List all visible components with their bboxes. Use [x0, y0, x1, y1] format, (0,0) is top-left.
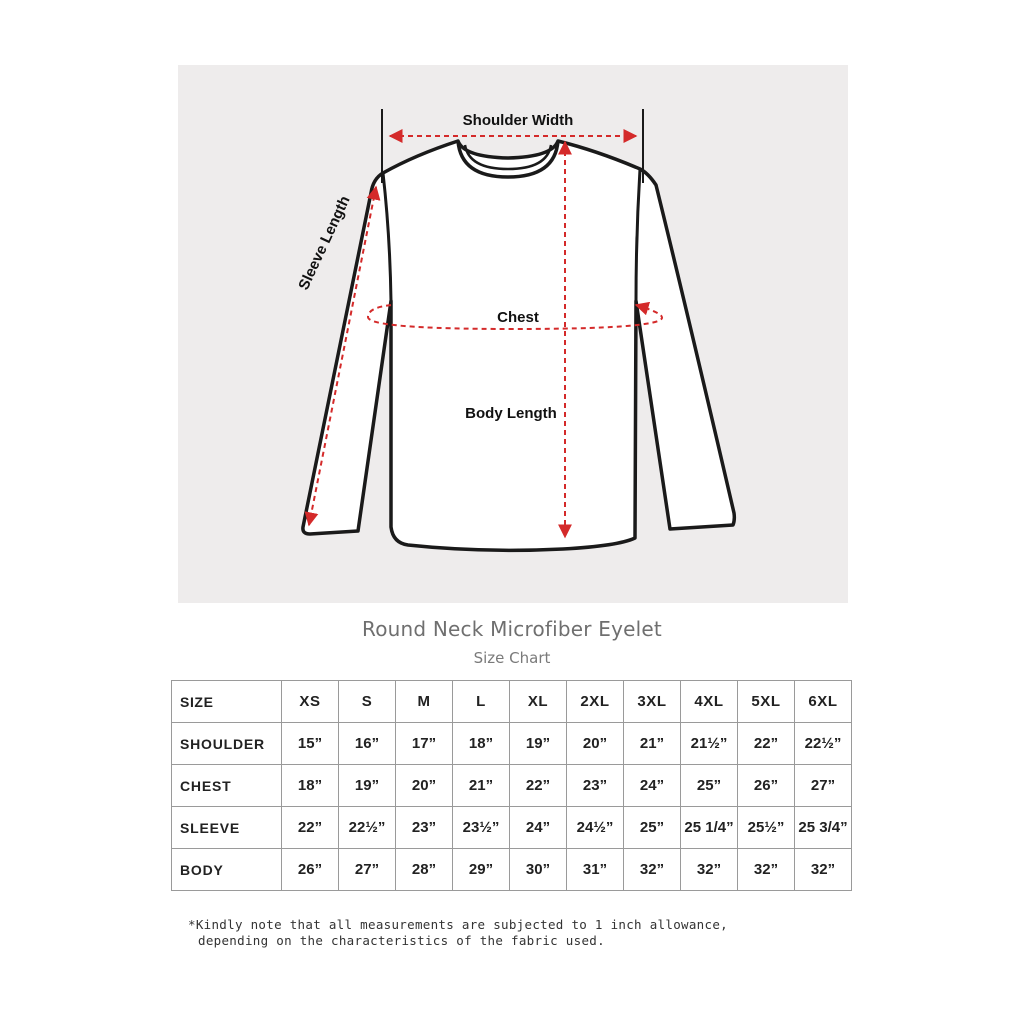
table-cell: 31”: [567, 849, 624, 891]
table-cell: 32”: [795, 849, 852, 891]
table-cell: 22½”: [339, 807, 396, 849]
table-cell: 25 3/4”: [795, 807, 852, 849]
table-cell: 18”: [453, 723, 510, 765]
table-cell: 32”: [738, 849, 795, 891]
header-size-4xl: 4XL: [681, 681, 738, 723]
header-size-xs: XS: [282, 681, 339, 723]
header-size-label: SIZE: [172, 681, 282, 723]
shirt-diagram: [178, 65, 848, 603]
footnote-line-1: *Kindly note that all measurements are subjected to 1 inch allowance,: [188, 917, 728, 932]
chart-title: Round Neck Microfiber Eyelet: [362, 617, 662, 641]
table-cell: 20”: [567, 723, 624, 765]
table-cell: 16”: [339, 723, 396, 765]
table-row-body: [172, 849, 852, 891]
table-cell: 29”: [453, 849, 510, 891]
table-cell: 23”: [567, 765, 624, 807]
table-cell: 17”: [396, 723, 453, 765]
table-cell: 26”: [738, 765, 795, 807]
table-cell: 22”: [282, 807, 339, 849]
header-size-5xl: 5XL: [738, 681, 795, 723]
measurement-footnote: [188, 917, 728, 949]
table-cell: 25 1/4”: [681, 807, 738, 849]
chart-subtitle: Size Chart: [473, 649, 551, 667]
table-cell: 25”: [681, 765, 738, 807]
row-label: SLEEVE: [172, 807, 282, 849]
table-cell: 21”: [453, 765, 510, 807]
table-cell: 20”: [396, 765, 453, 807]
header-size-6xl: 6XL: [795, 681, 852, 723]
table-cell: 25”: [624, 807, 681, 849]
table-cell: 32”: [624, 849, 681, 891]
table-cell: 26”: [282, 849, 339, 891]
footnote-line-2: depending on the characteristics of the fabric used.: [198, 933, 605, 948]
table-cell: 18”: [282, 765, 339, 807]
table-row-chest: [172, 765, 852, 807]
header-size-3xl: 3XL: [624, 681, 681, 723]
table-cell: 21½”: [681, 723, 738, 765]
table-cell: 24”: [510, 807, 567, 849]
table-cell: 15”: [282, 723, 339, 765]
table-row-sleeve: [172, 807, 852, 849]
row-label: CHEST: [172, 765, 282, 807]
row-label: SHOULDER: [172, 723, 282, 765]
size-chart-table: [171, 680, 852, 891]
table-row-shoulder: [172, 723, 852, 765]
table-cell: 30”: [510, 849, 567, 891]
table-cell: 22”: [738, 723, 795, 765]
table-cell: 24”: [624, 765, 681, 807]
chest-label: Chest: [497, 309, 539, 326]
shirt-outline: [303, 141, 734, 550]
header-size-2xl: 2XL: [567, 681, 624, 723]
table-cell: 19”: [339, 765, 396, 807]
header-size-m: M: [396, 681, 453, 723]
header-size-s: S: [339, 681, 396, 723]
body-length-label: Body Length: [465, 405, 557, 422]
table-header-row: [172, 681, 852, 723]
sleeve-length-label: Sleeve Length: [295, 193, 354, 293]
table-cell: 32”: [681, 849, 738, 891]
table-cell: 23”: [396, 807, 453, 849]
row-label: BODY: [172, 849, 282, 891]
table-cell: 19”: [510, 723, 567, 765]
table-cell: 24½”: [567, 807, 624, 849]
header-size-xl: XL: [510, 681, 567, 723]
table-cell: 22½”: [795, 723, 852, 765]
table-cell: 25½”: [738, 807, 795, 849]
table-cell: 23½”: [453, 807, 510, 849]
table-cell: 27”: [795, 765, 852, 807]
table-cell: 27”: [339, 849, 396, 891]
header-size-l: L: [453, 681, 510, 723]
shirt-illustration: [178, 65, 848, 603]
table-cell: 28”: [396, 849, 453, 891]
shoulder-width-label: Shoulder Width: [462, 112, 574, 129]
table-cell: 21”: [624, 723, 681, 765]
table-cell: 22”: [510, 765, 567, 807]
